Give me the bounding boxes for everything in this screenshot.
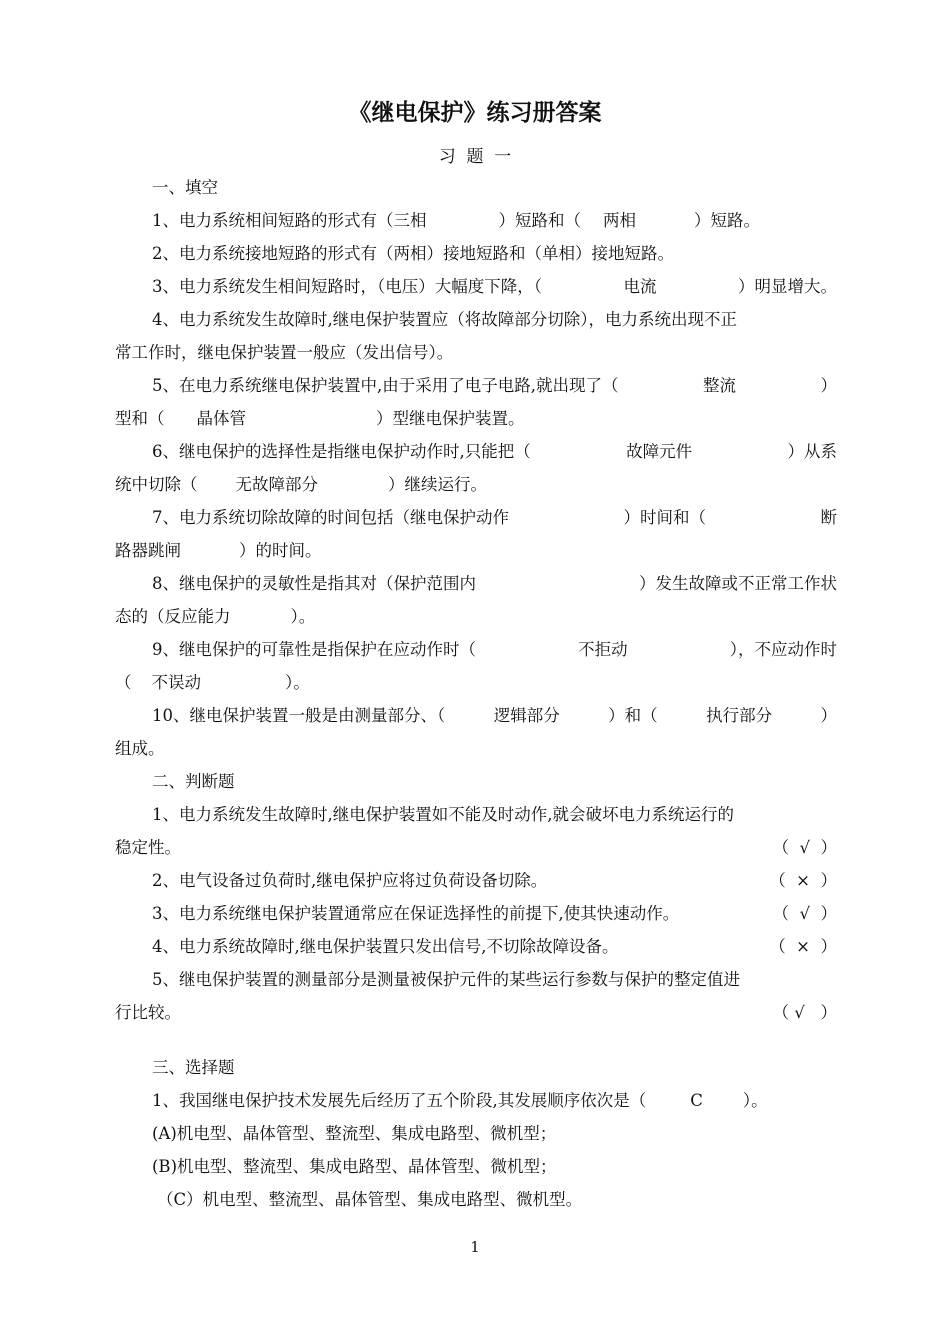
tf-q5-line2: 行比较。 （ √ ）	[115, 1001, 837, 1034]
tf-q1-line1: 1、电力系统发生故障时,继电保护装置如不能及时动作,就会破坏电力系统运行的	[152, 805, 734, 824]
fill-q10-line1: 10、继电保护装置一般是由测量部分、（ 逻辑部分 ）和（ 执行部分 ）	[152, 706, 837, 725]
mc-q1-option-c: （C）机电型、整流型、晶体管型、集成电路型、微机型。	[157, 1190, 583, 1209]
tf-q2-answer: （ × ）	[769, 871, 837, 890]
fill-q5-line2: 型和（ 晶体管 ）型继电保护装置。	[115, 409, 525, 428]
tf-q3-answer: （ √ ）	[772, 904, 837, 923]
fill-q2: 2、电力系统接地短路的形式有（两相）接地短路和（单相）接地短路。	[152, 244, 674, 263]
tf-q5-answer: （ √ ）	[772, 1003, 837, 1022]
fill-q6-line2: 统中切除（ 无故障部分 ）继续运行。	[115, 475, 487, 494]
page-number: 1	[470, 1238, 480, 1256]
mc-q1-option-b: (B)机电型、整流型、集成电路型、晶体管型、微机型；	[152, 1157, 557, 1176]
fill-q10-line2: 组成。	[115, 739, 165, 758]
fill-q4-line2: 常工作时，继电保护装置一般应（发出信号）。	[115, 343, 454, 362]
fill-q8-line1: 8、继电保护的灵敏性是指其对（保护范围内 ）发生故障或不正常工作状	[152, 574, 837, 593]
fill-q5-line1: 5、在电力系统继电保护装置中,由于采用了电子电路,就出现了（ 整流 ）	[152, 376, 837, 395]
fill-q6-line1: 6、继电保护的选择性是指继电保护动作时,只能把（ 故障元件 ）从系	[152, 442, 837, 461]
mc-q1-option-a: (A)机电型、晶体管型、整流型、集成电路型、微机型；	[152, 1124, 557, 1143]
fill-q3: 3、电力系统发生相间短路时，（电压）大幅度下降，（ 电流 ）明显增大。	[152, 277, 837, 296]
fill-q1: 1、电力系统相间短路的形式有（三相 ）短路和（ 两相 ）短路。	[152, 211, 760, 230]
mc-q1: 1、我国继电保护技术发展先后经历了五个阶段,其发展顺序依次是（ C ）。	[152, 1091, 768, 1110]
fill-q9-line1: 9、继电保护的可靠性是指保护在应动作时（ 不拒动 ），不应动作时	[152, 640, 837, 659]
exercise-subtitle: 习 题 一	[438, 147, 512, 167]
section-heading-fill-blank: 一、填空	[152, 178, 218, 197]
tf-q5-line1: 5、继电保护装置的测量部分是测量被保护元件的某些运行参数与保护的整定值进	[152, 970, 740, 989]
tf-q4-answer: （ × ）	[769, 937, 837, 956]
fill-q7-line1: 7、电力系统切除故障的时间包括（继电保护动作 ）时间和（ 断	[152, 508, 837, 527]
fill-q8-line2: 态的（反应能力 ）。	[115, 607, 316, 626]
fill-q4-line1: 4、电力系统发生故障时,继电保护装置应（将故障部分切除），电力系统出现不正	[152, 310, 737, 329]
document-body	[115, 176, 837, 1221]
section-heading-true-false: 二、判断题	[152, 772, 235, 791]
mc-q1-answer: C	[690, 1091, 703, 1110]
tf-q1-answer: （ √ ）	[772, 838, 837, 857]
tf-q2: 2、电气设备过负荷时,继电保护应将过负荷设备切除。 （ × ）	[115, 869, 837, 902]
tf-q1-line2: 稳定性。 （ √ ）	[115, 836, 837, 869]
section-spacer	[115, 1034, 837, 1056]
fill-q7-line2: 路器跳闸 ）的时间。	[115, 541, 322, 560]
document-title: 《继电保护》练习册答案	[348, 100, 602, 126]
section-heading-multiple-choice: 三、选择题	[152, 1058, 235, 1077]
fill-q9-line2: （ 不误动 ）。	[115, 673, 310, 692]
tf-q3: 3、电力系统继电保护装置通常应在保证选择性的前提下,使其快速动作。 （ √ ）	[115, 902, 837, 935]
tf-q4: 4、电力系统故障时,继电保护装置只发出信号,不切除故障设备。 （ × ）	[115, 935, 837, 968]
